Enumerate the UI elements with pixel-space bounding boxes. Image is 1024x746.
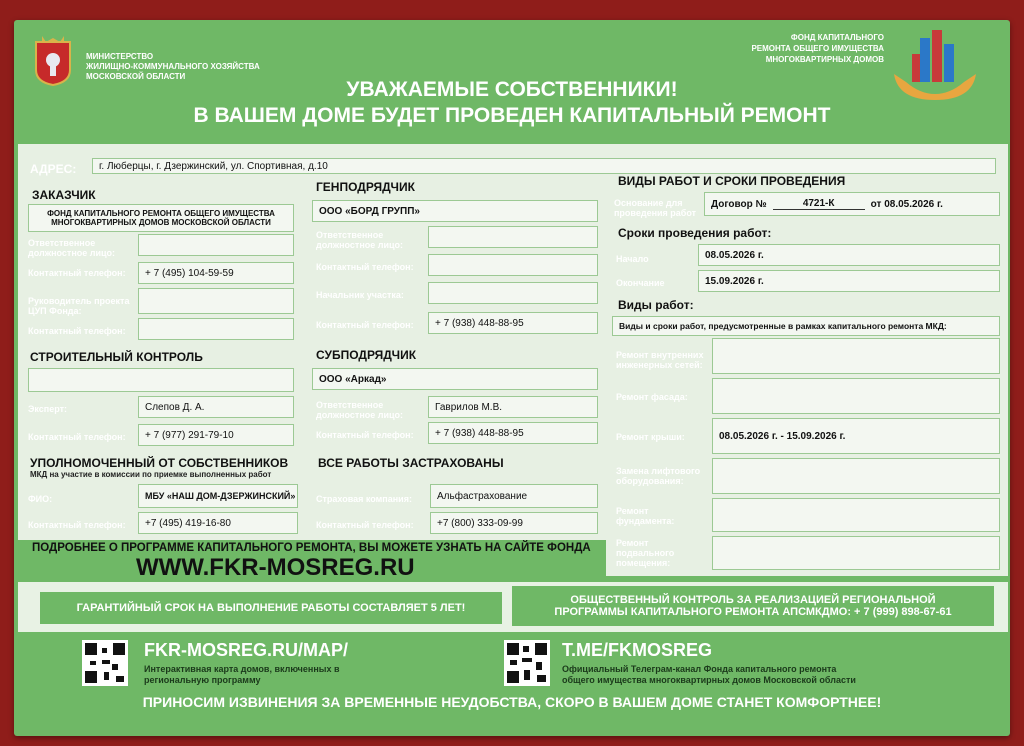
general-site-field <box>428 282 598 304</box>
work-item-label: Замена лифтового оборудования: <box>616 466 701 486</box>
owners-title: УПОЛНОМОЧЕННЫЙ ОТ СОБСТВЕННИКОВ <box>30 456 289 470</box>
contract-number: 4721-К <box>773 198 865 210</box>
customer-pm-label: Руководитель проекта ЦУП Фонда: <box>28 296 130 316</box>
construction-phone-field: + 7 (977) 291-79-10 <box>138 424 294 446</box>
works-contract-field <box>704 192 1000 216</box>
general-phone-label: Контактный телефон: <box>316 262 414 272</box>
address-label: АДРЕС: <box>30 162 77 176</box>
customer-phone-label: Контактный телефон: <box>28 268 126 278</box>
insurance-title: ВСЕ РАБОТЫ ЗАСТРАХОВАНЫ <box>318 456 504 470</box>
work-item-label: Ремонт фасада: <box>616 392 688 402</box>
customer-pm-field <box>138 288 294 314</box>
apology-text: ПРИНОСИМ ИЗВИНЕНИЯ ЗА ВРЕМЕННЫЕ НЕУДОБСТВА, СКОРО В ВАШЕМ ДОМЕ СТАНЕТ КОМФОРТНЕЕ! <box>142 694 882 710</box>
notice-board <box>14 20 1010 736</box>
contract-prefix: Договор № <box>711 198 767 210</box>
map-link[interactable]: FKR-MOSREG.RU/MAP/ <box>144 640 348 660</box>
construction-expert-field: Слепов Д. А. <box>138 396 294 418</box>
end-field: 15.09.2026 г. <box>698 270 1000 292</box>
sub-phone-field: + 7 (938) 448-88-95 <box>428 422 598 444</box>
customer-org-field: ФОНД КАПИТАЛЬНОГО РЕМОНТА ОБЩЕГО ИМУЩЕСТВА МНОГОКВАРТИРНЫХ ДОМОВ МОСКОВСКОЙ ОБЛАСТИ <box>28 204 294 232</box>
telegram-link[interactable]: T.ME/FKMOSREG <box>562 640 713 660</box>
customer-title: ЗАКАЗЧИК <box>32 188 96 202</box>
general-site-label: Начальник участка: <box>316 290 404 300</box>
owners-fio-label: ФИО: <box>28 494 53 504</box>
telegram-description: Официальный Телеграм-канал Фонда капитального ремонта общего имущества многоквартирных домов Московской области <box>562 664 856 685</box>
website-link[interactable]: WWW.FKR-MOSREG.RU <box>136 554 415 581</box>
types-desc-field: Виды и сроки работ, предусмотренные в рамках капитального ремонта МКД: <box>612 316 1000 336</box>
owners-phone-label: Контактный телефон: <box>28 520 126 530</box>
ministry-name: МИНИСТЕРСТВО ЖИЛИЩНО-КОММУНАЛЬНОГО ХОЗЯЙСТВА МОСКОВСКОЙ ОБЛАСТИ <box>86 52 260 81</box>
title-line-1: УВАЖАЕМЫЕ СОБСТВЕННИКИ! <box>346 78 678 101</box>
work-item-field <box>712 338 1000 374</box>
work-item-label: Ремонт внутренних инженерных сетей: <box>616 350 704 370</box>
construction-org-field <box>28 368 294 392</box>
works-title: ВИДЫ РАБОТ И СРОКИ ПРОВЕДЕНИЯ <box>618 174 846 188</box>
address-field: г. Люберцы, г. Дзержинский, ул. Спортивная, д.10 <box>92 158 996 174</box>
general-phone2-field: + 7 (938) 448-88-95 <box>428 312 598 334</box>
work-item-label: Ремонт подвального помещения: <box>616 538 675 568</box>
general-phone2-label: Контактный телефон: <box>316 320 414 330</box>
qr-code-icon[interactable] <box>504 640 550 686</box>
construction-title: СТРОИТЕЛЬНЫЙ КОНТРОЛЬ <box>30 350 203 364</box>
owners-fio-field: МБУ «НАШ ДОМ-ДЗЕРЖИНСКИЙ» <box>138 484 298 508</box>
map-description: Интерактивная карта домов, включенных в региональную программу <box>144 664 340 685</box>
customer-phone2-label: Контактный телефон: <box>28 326 126 336</box>
warranty-text: ГАРАНТИЙНЫЙ СРОК НА ВЫПОЛНЕНИЕ РАБОТЫ СОСТАВЛЯЕТ 5 ЛЕТ! <box>76 602 466 614</box>
work-item-field <box>712 498 1000 532</box>
warranty-box <box>40 592 502 624</box>
general-resp-label: Ответственное должностное лицо: <box>316 230 404 250</box>
insurance-phone-label: Контактный телефон: <box>316 520 414 530</box>
customer-resp-label: Ответственное должностное лицо: <box>28 238 116 258</box>
start-label: Начало <box>616 254 649 264</box>
control-text-2: ПРОГРАММЫ КАПИТАЛЬНОГО РЕМОНТА АПСМКДМО: + 7 (999) 898-67-61 <box>554 606 952 618</box>
sub-org-field: ООО «Аркад» <box>312 368 598 390</box>
works-basis-label: Основание для проведения работ <box>614 198 697 218</box>
customer-resp-field <box>138 234 294 256</box>
work-item-label: Ремонт фундамента: <box>616 506 675 526</box>
construction-expert-label: Эксперт: <box>28 404 68 414</box>
general-phone-field <box>428 254 598 276</box>
construction-phone-label: Контактный телефон: <box>28 432 126 442</box>
general-title: ГЕНПОДРЯДЧИК <box>316 180 415 194</box>
insurance-phone-field: +7 (800) 333-09-99 <box>430 512 598 534</box>
fund-name: ФОНД КАПИТАЛЬНОГО РЕМОНТА ОБЩЕГО ИМУЩЕСТВА МНОГОКВАРТИРНЫХ ДОМОВ <box>751 33 884 64</box>
types-title: Виды работ: <box>618 298 694 312</box>
work-item-label: Ремонт крыши: <box>616 432 685 442</box>
work-item-field: 08.05.2026 г. - 15.09.2026 г. <box>712 418 1000 454</box>
work-item-field <box>712 458 1000 494</box>
control-text-1: ОБЩЕСТВЕННЫЙ КОНТРОЛЬ ЗА РЕАЛИЗАЦИЕЙ РЕГИОНАЛЬНОЙ <box>570 594 936 606</box>
end-label: Окончание <box>616 278 665 288</box>
terms-title: Сроки проведения работ: <box>618 226 772 240</box>
general-resp-field <box>428 226 598 248</box>
customer-phone2-field <box>138 318 294 340</box>
sub-phone-label: Контактный телефон: <box>316 430 414 440</box>
customer-phone-field: + 7 (495) 104-59-59 <box>138 262 294 284</box>
general-org-field: ООО «БОРД ГРУПП» <box>312 200 598 222</box>
insurance-company-label: Страховая компания: <box>316 494 412 504</box>
work-item-field <box>712 378 1000 414</box>
control-box <box>512 586 994 626</box>
insurance-company-field: Альфастрахование <box>430 484 598 508</box>
sub-resp-field: Гаврилов М.В. <box>428 396 598 418</box>
sub-resp-label: Ответственное должностное лицо: <box>316 400 404 420</box>
more-info-text: ПОДРОБНЕЕ О ПРОГРАММЕ КАПИТАЛЬНОГО РЕМОНТА, ВЫ МОЖЕТЕ УЗНАТЬ НА САЙТЕ ФОНДА <box>32 542 591 554</box>
owners-phone-field: +7 (495) 419-16-80 <box>138 512 298 534</box>
work-item-field <box>712 536 1000 570</box>
contract-date: от 08.05.2026 г. <box>870 198 943 210</box>
qr-code-icon[interactable] <box>82 640 128 686</box>
sub-title: СУБПОДРЯДЧИК <box>316 348 417 362</box>
owners-subtitle: МКД на участие в комиссии по приемке выполненных работ <box>30 470 272 479</box>
title-line-2: В ВАШЕМ ДОМЕ БУДЕТ ПРОВЕДЕН КАПИТАЛЬНЫЙ РЕМОНТ <box>193 104 831 127</box>
start-field: 08.05.2026 г. <box>698 244 1000 266</box>
